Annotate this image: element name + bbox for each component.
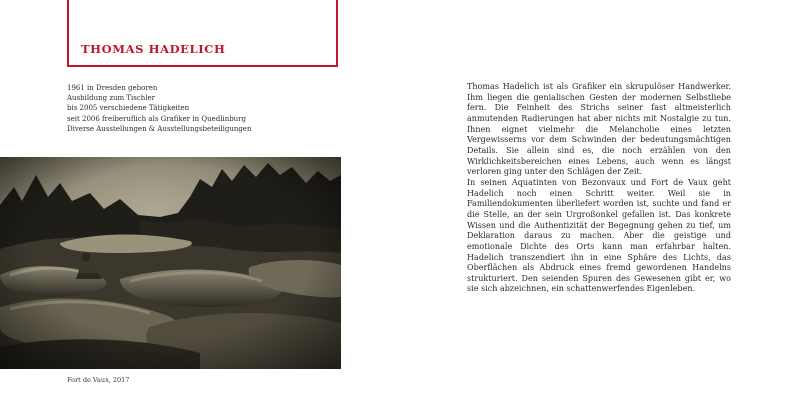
essay-paragraph: In seinen Aquatinten von Bezonvaux und Fort de Vaux geht Hadelich noch einen Schritt weiter. Weil sie in Familiendokumenten überliefert worden ist, suchte und fand er die Stelle, an der sein Urgroßonkel gefallen ist. Das konkrete Wissen und die Authentizität der Begegnung gehen zu tief, um Deklaration daraus zu machen. Aber die geistige und emotionale Dichte des Orts kann man erfahrbar halten. Hadelich transzendiert ihn in eine Sphäre des Lichts, das Oberflächen als Abdruck eines fremd gewordenen Handelns strukturiert. Den seienden Spuren des Gewesenen gibt er, wo sie sich abzeichnen, ein schattenwerfendes Eigenleben. <box>467 177 731 294</box>
bio-line: Diverse Ausstellungen & Ausstellungsbeteiligungen <box>67 124 252 133</box>
essay-text <box>467 82 731 295</box>
bio-line: seit 2006 freiberuflich als Grafiker in Quedlinburg <box>67 114 247 123</box>
artist-name: THOMAS HADELICH <box>81 42 226 56</box>
essay-paragraph: Thomas Hadelich ist als Grafiker ein skrupulöser Handwerker. Ihm liegen die genialischen Gesten der modernen Selbstliebe fern. Die Feinheit des Strichs seiner fast altmeisterlich anmutenden Radierungen hat aber nichts mit Nostalgie zu tun. Ihnen eignet vielmehr die Melancholie eines letzten Vergewisserns vor dem Schwinden der bedeutungsmächtigen Details. Sie allein sind es, die noch erzählen von den Wirklichkeitsbereichen eines Lebens, auch wenn es längst verloren ging unter den Schlägen der Zeit. <box>467 82 731 177</box>
artist-name-frame <box>67 0 338 67</box>
bio-line: bis 2005 verschiedene Tätigkeiten <box>67 104 190 113</box>
bio-line: 1961 in Dresden geboren <box>67 84 158 92</box>
photo-caption: Fort de Vaux, 2017 <box>67 376 130 384</box>
biography-list <box>67 83 251 134</box>
bio-line: Ausbildung zum Tischler <box>67 94 156 103</box>
landscape-photo <box>0 157 341 369</box>
